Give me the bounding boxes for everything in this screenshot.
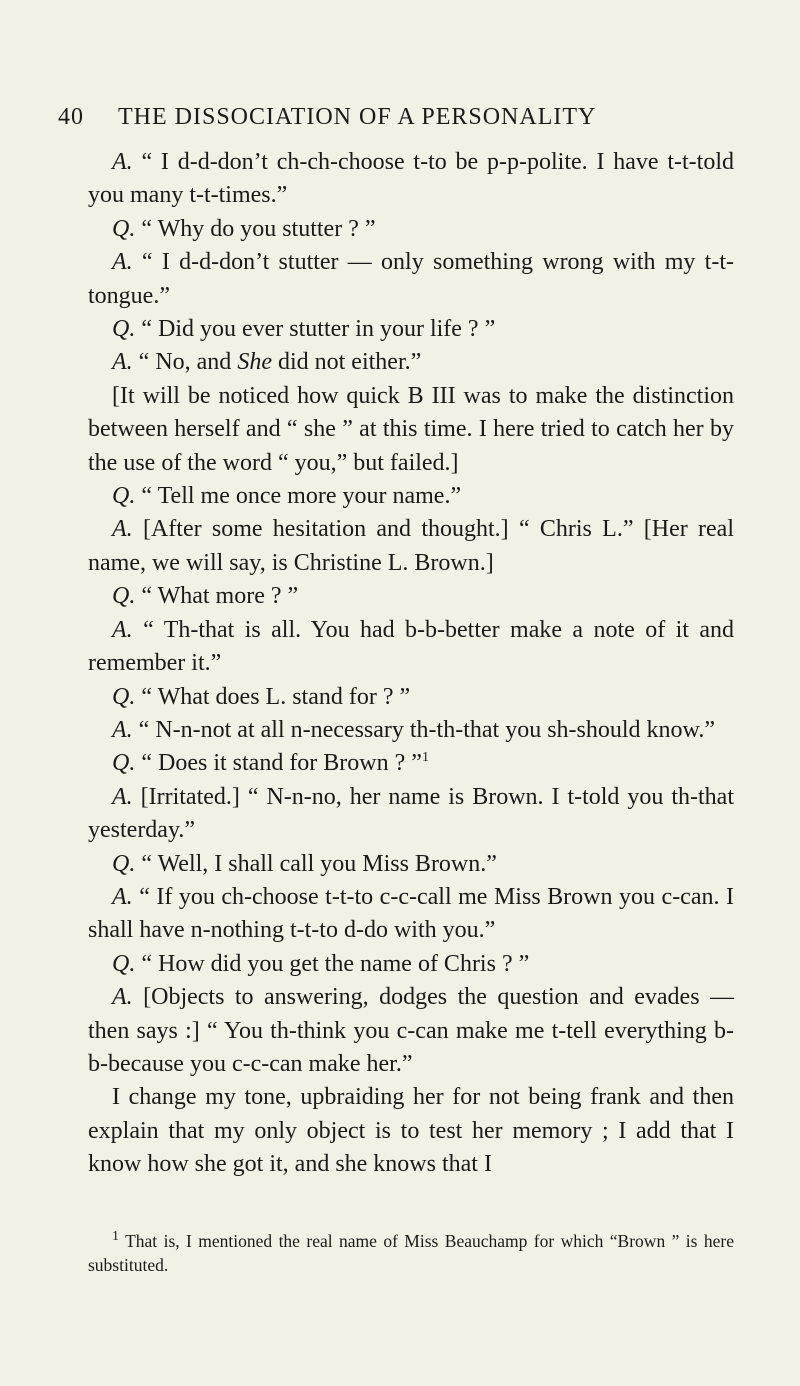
speaker-label: A. <box>112 149 133 175</box>
dialogue-text: [Irritated.] “ N-n-no, her name is Brown. I t-told you th-that yesterday.” <box>88 783 734 844</box>
paragraph-14 <box>88 781 734 848</box>
paragraph-19 <box>88 1081 734 1181</box>
dialogue-text: “ What does L. stand for ? ” <box>135 683 411 710</box>
paragraph-6 <box>88 380 734 480</box>
paragraph-17 <box>88 948 734 981</box>
dialogue-text: “ Th-that is all. You had b-b-better make a note of it and remember it.” <box>88 616 734 677</box>
paragraph-12 <box>88 714 734 747</box>
body-text <box>88 146 734 1182</box>
speaker-label: A. <box>112 349 133 376</box>
running-header <box>58 104 746 138</box>
footnote <box>88 1229 734 1277</box>
speaker-label: A. <box>112 883 133 910</box>
paragraph-10 <box>88 614 734 681</box>
paragraph-13 <box>88 747 734 780</box>
paragraph-15 <box>88 848 734 881</box>
paragraph-18 <box>88 981 734 1081</box>
dialogue-text: “ If you ch-choose t-t-to c-c-call me Miss Brown you c-can. I shall have n-nothing t-t-to d-do with you.” <box>88 883 734 944</box>
speaker-label: Q. <box>112 683 136 710</box>
paragraph-11 <box>88 681 734 714</box>
paragraph-9 <box>88 580 734 613</box>
footnote-text: That is, I mentioned the real name of Miss Beauchamp for which “Brown ” is here substituted. <box>88 1231 734 1275</box>
narrative-text: [It will be noticed how quick B III was to make the distinction between herself and “ she ” at this time. I here tried to catch her by the use of the word “ you,” but failed.] <box>88 382 734 476</box>
speaker-label: A. <box>112 516 133 543</box>
dialogue-text: “ I d-d-don’t stutter — only something wrong with my t-t-tongue.” <box>88 249 734 309</box>
speaker-label: Q. <box>112 583 136 610</box>
speaker-label: Q. <box>112 215 136 242</box>
speaker-label: Q. <box>112 750 136 777</box>
dialogue-text: “ Why do you stutter ? ” <box>135 215 376 242</box>
dialogue-text: “ N-n-not at all n-necessary th-th-that you sh-should know.” <box>132 716 715 743</box>
narrative-text: I change my tone, upbraiding her for not being frank and then explain that my only object is to test her memory ; I add that I know how she got it, and she knows that I <box>88 1084 734 1178</box>
speaker-label: Q. <box>112 483 136 510</box>
emphasis-she: She <box>237 349 272 376</box>
footnote-reference[interactable]: 1 <box>421 750 429 766</box>
speaker-label: Q. <box>112 850 136 877</box>
paragraph-5 <box>88 346 734 379</box>
page-number: 40 <box>58 104 84 130</box>
dialogue-text: “ Tell me once more your name.” <box>135 483 462 510</box>
speaker-label: A. <box>112 984 133 1011</box>
dialogue-text: “ What more ? ” <box>135 583 299 610</box>
paragraph-1 <box>88 146 734 213</box>
paragraph-8 <box>88 513 734 580</box>
dialogue-text: “ Did you ever stutter in your life ? ” <box>135 316 496 343</box>
dialogue-text: “ I d-d-don’t ch-ch-choose t-to be p-p-polite. I have t-t-told you many t-t-times.” <box>88 149 734 209</box>
paragraph-3 <box>88 246 734 313</box>
dialogue-text: [After some hesitation and thought.] “ Chris L.” [Her real name, we will say, is Christine L. Brown.] <box>88 516 734 576</box>
footnote-marker: 1 <box>112 1229 119 1245</box>
speaker-label: A. <box>112 716 133 743</box>
speaker-label: A. <box>112 783 133 810</box>
dialogue-text: “ No, and <box>132 349 238 376</box>
dialogue-text: “ How did you get the name of Chris ? ” <box>135 950 530 977</box>
speaker-label: Q. <box>112 950 136 977</box>
paragraph-7 <box>88 480 734 513</box>
running-title: THE DISSOCIATION OF A PERSONALITY <box>118 104 597 130</box>
dialogue-text: “ Does it stand for Brown ? ” <box>135 750 422 777</box>
dialogue-text: [Objects to answering, dodges the question and evades — then says :] “ You th-think you c-can make me t-tell everything b-b-because you c-c-can make her.” <box>88 984 734 1077</box>
paragraph-2 <box>88 213 734 246</box>
speaker-label: A. <box>112 249 133 276</box>
speaker-label: Q. <box>112 316 136 343</box>
dialogue-text: did not either.” <box>271 349 422 376</box>
paragraph-4 <box>88 313 734 346</box>
dialogue-text: “ Well, I shall call you Miss Brown.” <box>135 850 497 877</box>
paragraph-16 <box>88 881 734 948</box>
speaker-label: A. <box>112 616 133 643</box>
footnote-area <box>88 1229 734 1277</box>
